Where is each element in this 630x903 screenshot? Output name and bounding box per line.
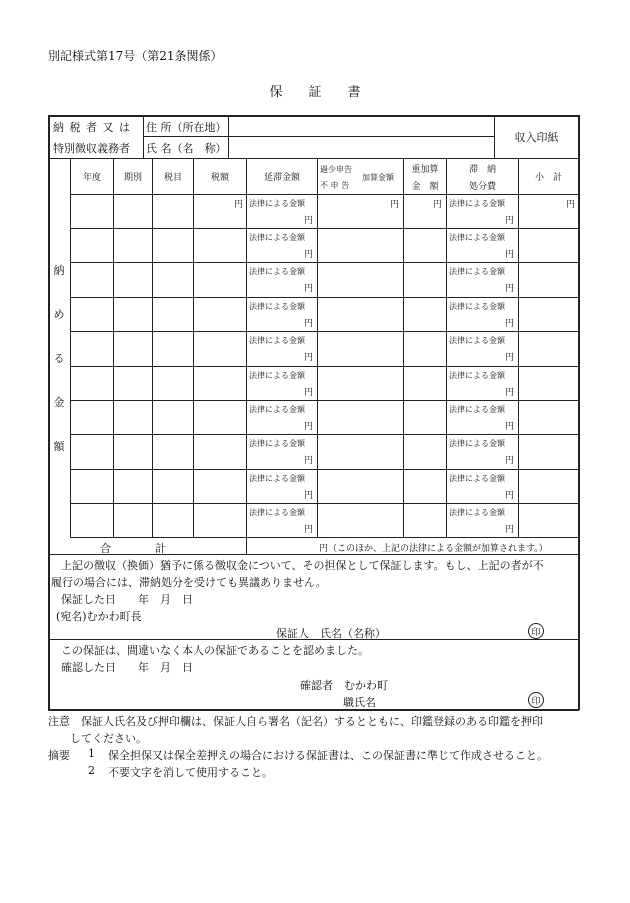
by-law-label: 法律による金額 [449,336,505,345]
statement-line1: 上記の徴収（換価）猶予に係る徴収金について、その担保として保証します。もし、上記の者が不 [61,559,544,572]
yen-mark: 円 [505,250,515,260]
by-law-label: 法律による金額 [449,267,505,276]
note-label: 注意 [48,715,70,728]
yen-mark: 円 [304,422,314,432]
by-law-label: 法律による金額 [249,267,305,276]
col-header-tax-amount: 税額 [210,173,229,183]
yen-mark: 円 [566,200,576,210]
yen-mark: 円 [304,456,314,466]
col-header-heavy2: 金 額 [411,181,439,192]
summary-item2-number: 2 [88,764,95,777]
by-law-label: 法律による金額 [249,371,305,380]
addressee: (宛名)むかわ町長 [56,610,142,623]
page-title: 保 証 書 [269,85,361,100]
yen-mark: 円 [304,525,314,535]
revenue-stamp-box: 収入印紙 [514,131,559,144]
yen-mark: 円 [304,284,314,294]
col-header-arrears1: 滞 納 [468,164,496,175]
yen-mark: 円 [304,353,314,363]
total-amount-field[interactable] [247,539,317,554]
col-header-under2: 不 申 告 [320,181,350,190]
by-law-label: 法律による金額 [249,233,305,242]
side-label-3: る [53,352,65,365]
yen-mark: 円 [304,388,314,398]
statement-line2: 履行の場合には、滞納処分を受けても異議ありません。 [51,576,327,589]
by-law-label: 法律による金額 [249,336,305,345]
side-label-5: 額 [53,440,65,453]
confirmer-label: 確認者 むかわ町 [300,679,388,692]
guarantor-name-label: 保証人 氏名（名称） [276,627,386,640]
col-header-tax-item: 税目 [163,173,182,183]
note-line2: してください。 [70,732,147,745]
col-header-delay: 延滞金額 [263,173,300,183]
confirmation-line1: この保証は、間違いなく本人の保証であることを認めました。 [61,644,369,657]
col-header-under1: 過少申告 [320,165,352,174]
by-law-label: 法律による金額 [449,199,505,208]
yen-mark: 円 [505,525,515,535]
official-name-label: 職氏名 [343,696,376,709]
confirmation-date: 確認した日 年 月 日 [61,661,193,674]
taxpayer-label-line2: 特別徴収義務者 [53,142,130,155]
guarantor-seal-mark: 印 [528,623,544,639]
summary-item1: 保全担保又は保全差押えの場合における保証書は、この保証書に準じて作成させること。 [108,749,548,762]
yen-mark: 円 [390,200,400,210]
col-header-heavy1: 重加算 [411,164,439,175]
by-law-label: 法律による金額 [449,405,505,414]
yen-mark: 円 [304,250,314,260]
yen-mark: 円 [505,216,515,226]
yen-mark: 円 [505,491,515,501]
official-seal-mark: 印 [528,692,544,708]
yen-mark: 円 [304,491,314,501]
by-law-label: 法律による金額 [449,508,505,517]
side-label-2: め [53,308,65,321]
by-law-label: 法律による金額 [449,233,505,242]
yen-mark: 円 [304,319,314,329]
by-law-label: 法律による金額 [449,439,505,448]
summary-label: 摘要 [48,749,70,762]
by-law-label: 法律による金額 [449,302,505,311]
by-law-label: 法律による金額 [249,405,305,414]
taxpayer-label-line1: 納 税 者 又 は [53,121,131,134]
yen-mark: 円 [505,319,515,329]
form-number: 別記様式第17号（第21条関係） [48,49,223,63]
yen-mark: 円 [505,284,515,294]
col-header-year: 年度 [82,173,101,183]
yen-mark: 円 [304,216,314,226]
by-law-label: 法律による金額 [249,508,305,517]
by-law-label: 法律による金額 [249,474,305,483]
col-header-period: 期別 [123,173,142,183]
col-header-add: 加算金額 [362,173,394,182]
by-law-label: 法律による金額 [449,371,505,380]
name-field[interactable] [229,137,493,158]
yen-mark: 円 [505,422,515,432]
note-line1: 保証人氏名及び押印欄は、保証人自ら署名（記名）するとともに、印鑑登録のある印鑑を押印 [81,715,543,728]
side-label-4: 金 [53,396,65,409]
col-header-subtotal: 小 計 [534,173,562,183]
by-law-label: 法律による金額 [249,199,305,208]
name-label: 氏 名（名 称） [146,142,227,155]
total-note: 円（このほか、上記の法律による金額が加算されます。） [319,544,548,554]
by-law-label: 法律による金額 [249,302,305,311]
address-label: 住 所（所在地） [146,121,227,134]
side-label-1: 納 [53,264,65,277]
total-label: 合 計 [100,542,166,555]
summary-item1-number: 1 [88,747,95,760]
by-law-label: 法律による金額 [249,439,305,448]
yen-mark: 円 [433,200,443,210]
yen-mark: 円 [234,200,244,210]
address-field[interactable] [229,116,493,136]
yen-mark: 円 [505,353,515,363]
by-law-label: 法律による金額 [449,474,505,483]
guarantee-date: 保証した日 年 月 日 [61,593,193,606]
yen-mark: 円 [505,456,515,466]
col-header-arrears2: 処分費 [468,181,496,192]
yen-mark: 円 [505,388,515,398]
summary-item2: 不要文字を消して使用すること。 [108,766,273,779]
